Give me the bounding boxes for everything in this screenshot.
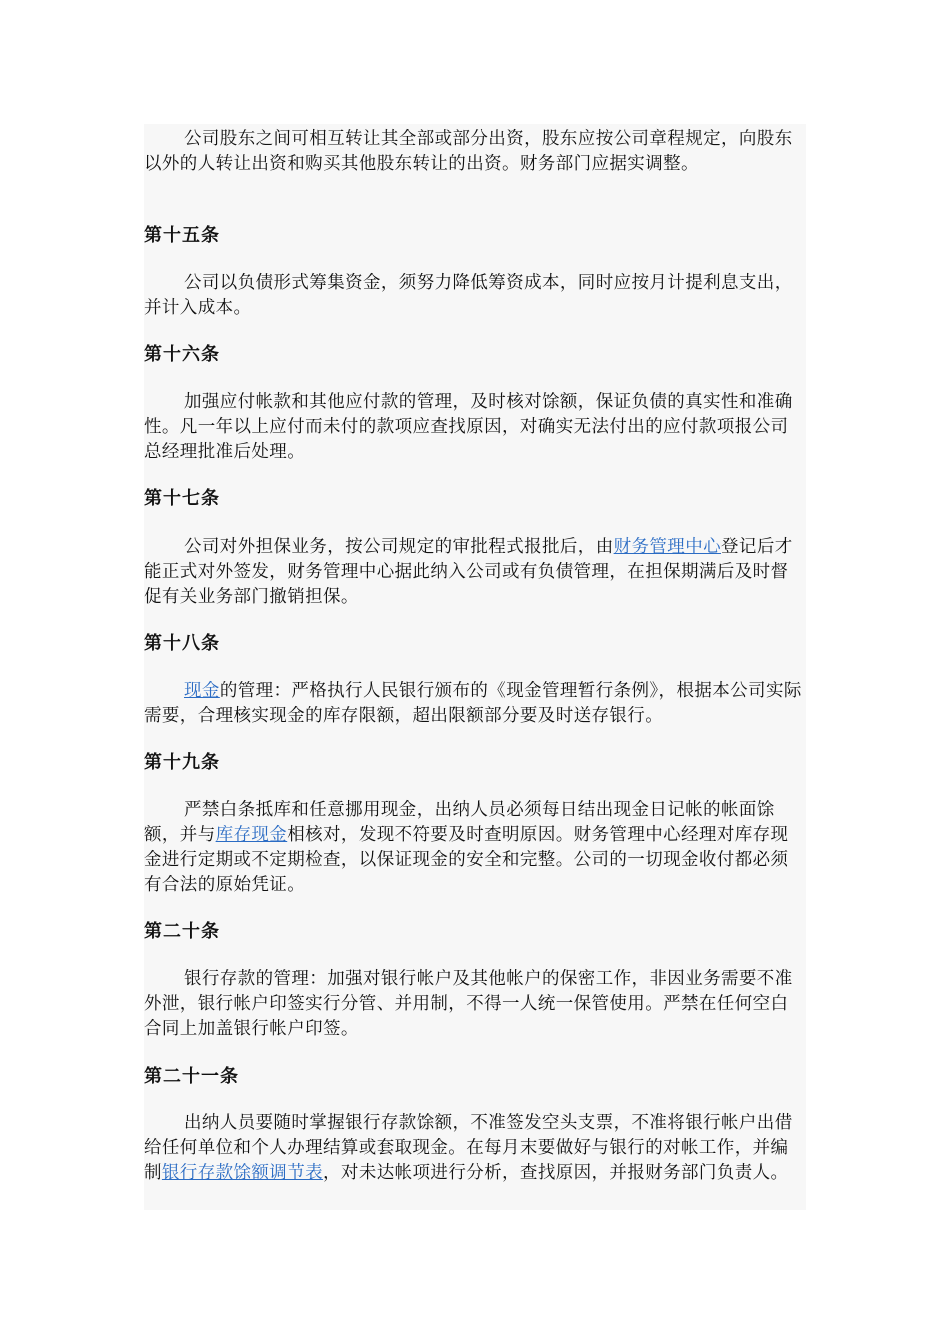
paragraph-intro: 公司股东之间可相互转让其全部或部分出资，股东应按公司章程规定，向股东以外的人转让出资和购买其他股东转让的出资。财务部门应据实调整。 <box>144 129 793 174</box>
paragraph-article-16: 加强应付帐款和其他应付款的管理，及时核对馀额，保证负债的真实性和准确性。凡一年以上应付而未付的款项应查找原因，对确实无法付出的应付款项报公司总经理批准后处理。 <box>144 392 793 462</box>
link-cash-on-hand[interactable]: 库存现金 <box>215 825 288 845</box>
article-heading-20: 第二十条 <box>144 921 220 942</box>
paragraph-article-18 <box>144 679 806 729</box>
paragraph-article-19 <box>144 798 806 898</box>
article-heading-21: 第二十一条 <box>144 1066 239 1087</box>
paragraph-text: 相核对，发现不符要及时查明原因。财务管理中心经理对库存现金进行定期或不定期检查，以保证现金的安全和完整。公司的一切现金收付都必须有合法的原始凭证。 <box>144 825 789 895</box>
paragraph-article-20: 银行存款的管理：加强对银行帐户及其他帐户的保密工作，非因业务需要不准外泄，银行帐户印签实行分管、并用制，不得一人统一保管使用。严禁在任何空白合同上加盖银行帐户印签。 <box>144 969 793 1039</box>
article-heading-17: 第十七条 <box>144 488 220 509</box>
paragraph-text: ，对未达帐项进行分析，查找原因，并报财务部门负责人。 <box>323 1163 789 1183</box>
paragraph-text: 公司对外担保业务，按公司规定的审批程式报批后，由 <box>184 537 614 557</box>
paragraph-text: 的管理：严格执行人民银行颁布的《现金管理暂行条例》，根据本公司实际需要，合理核实现金的库存限额，超出限额部分要及时送存银行。 <box>144 681 802 726</box>
link-cash[interactable]: 现金 <box>184 681 220 701</box>
article-heading-15: 第十五条 <box>144 225 220 246</box>
article-heading-19: 第十九条 <box>144 752 220 773</box>
link-bank-reconciliation-statement[interactable]: 银行存款馀额调节表 <box>161 1163 324 1183</box>
article-heading-18: 第十八条 <box>144 633 220 654</box>
paragraph-article-15: 公司以负债形式筹集资金，须努力降低筹资成本，同时应按月计提利息支出，并计入成本。 <box>144 273 793 318</box>
paragraph-article-17 <box>144 535 806 610</box>
article-heading-16: 第十六条 <box>144 344 220 365</box>
paragraph-text: 出纳人员要随时掌握银行存款馀额，不准签发空头支票，不准将银行帐户出借给任何单位和个人办理结算或套取现金。在每月末要做好与银行的对帐工作，并编制 <box>144 1113 793 1183</box>
paragraph-article-21 <box>144 1111 806 1186</box>
link-financial-management-center[interactable]: 财务管理中心 <box>613 537 722 557</box>
paragraph-text: 严禁白条抵库和任意挪用现金，出纳人员必须每日结出现金日记帐的帐面馀额，并与 <box>144 800 775 845</box>
paragraph-text: 登记后才能正式对外签发，财务管理中心据此纳入公司或有负债管理，在担保期满后及时督促有关业务部门撤销担保。 <box>144 537 793 607</box>
